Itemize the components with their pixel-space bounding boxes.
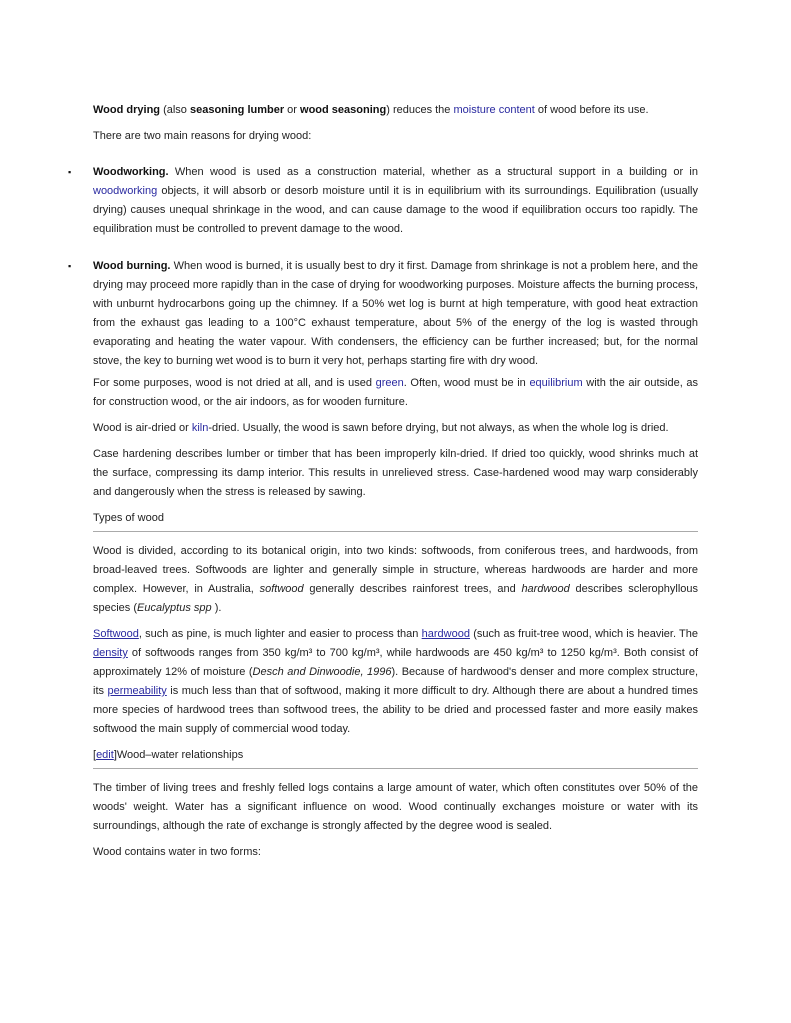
link-softwood[interactable]: Softwood: [93, 628, 139, 640]
intro-text: ) reduces the: [386, 104, 454, 116]
water-paragraph-2: Wood contains water in two forms:: [93, 846, 261, 858]
types-text: Wood is divided, according to its botanical origin, into two kinds: softwoods, from coniferous trees, and hardwoods, from broad-leaved trees. Softwoods are lighter and generally simple in structure, whereas hardwoods are harder and more complex. However, in Australia,: [93, 545, 698, 595]
purposes-text: with the air outside, as for construction wood, or the air indoors, as for wooden furniture.: [93, 377, 698, 408]
citation-desch: Desch and Dinwoodie, 1996: [252, 666, 392, 678]
types-text: , such as pine, is much lighter and easier to process than: [138, 628, 422, 640]
term-wood-drying: Wood drying: [93, 104, 161, 116]
link-woodworking[interactable]: woodworking: [93, 185, 158, 197]
water-paragraph-1: The timber of living trees and freshly felled logs contains a large amount of water, which often constitutes over 50% of the woods' weight. Water has a significant influence on wood. Wood continually exchanges moisture or water with its surroundings, although the rate of exchange is strongly affected by the degree wood is sealed.: [93, 782, 698, 832]
woodworking-text: objects, it will absorb or desorb moisture until it is in equilibrium with its surroundings. Equilibration (usually drying) causes unequal shrinkage in the wood, and can cause damage to the wood if equilibration occurs too rapidly. The equilibration must be controlled to prevent damage to the wood.: [93, 185, 698, 235]
types-italic-hardwood: hardwood: [521, 583, 570, 595]
woodworking-text: When wood is used as a construction material, whether as a structural support in a building or in: [168, 166, 698, 178]
link-equilibrium[interactable]: equilibrium: [529, 377, 583, 389]
types-paragraph-2: [93, 625, 698, 739]
bullet-icon: ▪: [68, 261, 72, 271]
link-hardwood[interactable]: hardwood: [421, 628, 470, 640]
intro-paragraph: [93, 101, 698, 120]
types-text: generally describes rainforest trees, and: [303, 583, 522, 595]
burning-title: Wood burning.: [93, 260, 171, 272]
link-moisture-content[interactable]: moisture content: [453, 104, 535, 116]
purposes-text: . Often, wood must be in: [403, 377, 530, 389]
link-permeability[interactable]: permeability: [107, 685, 167, 697]
intro-text: or: [284, 104, 301, 116]
intro-text: of wood before its use.: [534, 104, 649, 116]
burning-text: When wood is burned, it is usually best to dry it first. Damage from shrinkage is not a problem here, and the drying may proceed more rapidly than in the case of drying for woodworking purposes. Moisture affects the burning process, with unburnt hydrocarbons going up the chimney. If a 50% wet log is burnt at high temperature, with good heat extraction from the exhaust gas leading to a 100°C exhaust temperature, about 5% of the energy of the log is wasted through evaporating and heating the water vapour. With condensers, the efficiency can be further increased; but, for the normal stove, the key to burning wet wood is to burn it very hot, perhaps starting fire with dry wood.: [93, 260, 698, 367]
types-paragraph-1: [93, 542, 698, 618]
types-text: of softwoods ranges from 350 kg/m³ to 700 kg/m³, while hardwoods are 450 kg/m³ to 1250 kg/m³. Both consist of approximately 12% of moisture (: [93, 647, 698, 678]
edit-bracket: ]: [113, 749, 117, 761]
heading-types-of-wood: Types of wood: [93, 509, 698, 532]
intro-text: (also: [160, 104, 190, 116]
bullet-wood-burning: [68, 257, 698, 371]
edit-bracket: [: [93, 749, 97, 761]
types-text: describes sclerophyllous species (: [93, 583, 698, 614]
airdried-text: Wood is air-dried or: [93, 422, 192, 434]
edit-link[interactable]: edit: [96, 749, 114, 761]
types-text: (such as fruit-tree wood, which is heavier. The: [469, 628, 698, 640]
link-density[interactable]: density: [93, 647, 128, 659]
bullet-icon: ▪: [68, 167, 72, 177]
heading-text: Wood–water relationships: [116, 749, 244, 761]
case-hardening-paragraph: Case hardening describes lumber or timber that has been improperly kiln-dried. If dried too quickly, wood shrinks much at the surface, compressing its damp interior. This results in unrelieved stress. Case-hardened wood may warp considerably and dangerously when the stress is released by sawing.: [93, 448, 698, 498]
term-seasoning-lumber: seasoning lumber: [189, 104, 285, 116]
types-italic-softwood: softwood: [259, 583, 304, 595]
link-green[interactable]: green: [375, 377, 404, 389]
heading-wood-water: [93, 746, 698, 769]
types-text: is much less than that of softwood, making it more difficult to dry. Although there are about a hundred times more species of hardwood trees than softwood trees, the ability to be dried and processed faster and more easily makes softwood the main supply of commercial wood today.: [93, 685, 698, 735]
link-kiln[interactable]: kiln: [191, 422, 209, 434]
purposes-text: For some purposes, wood is not dried at all, and is used: [93, 377, 376, 389]
burning-paragraph: [93, 257, 698, 371]
term-wood-seasoning: wood seasoning: [300, 104, 387, 116]
types-italic-eucalyptus: Eucalyptus spp: [137, 602, 212, 614]
airdried-paragraph: [93, 419, 698, 438]
types-text: ).: [211, 602, 222, 614]
woodworking-title: Woodworking.: [93, 166, 169, 178]
airdried-text: -dried. Usually, the wood is sawn before drying, but not always, as when the whole log is dried.: [208, 422, 669, 434]
types-text: ). Because of hardwood's denser and more complex structure, its: [93, 666, 699, 697]
bullet-woodworking: [68, 163, 698, 239]
woodworking-paragraph: [93, 163, 698, 239]
purposes-paragraph: [93, 374, 698, 412]
reasons-intro: There are two main reasons for drying wood:: [93, 130, 312, 142]
document-body: [68, 101, 699, 869]
